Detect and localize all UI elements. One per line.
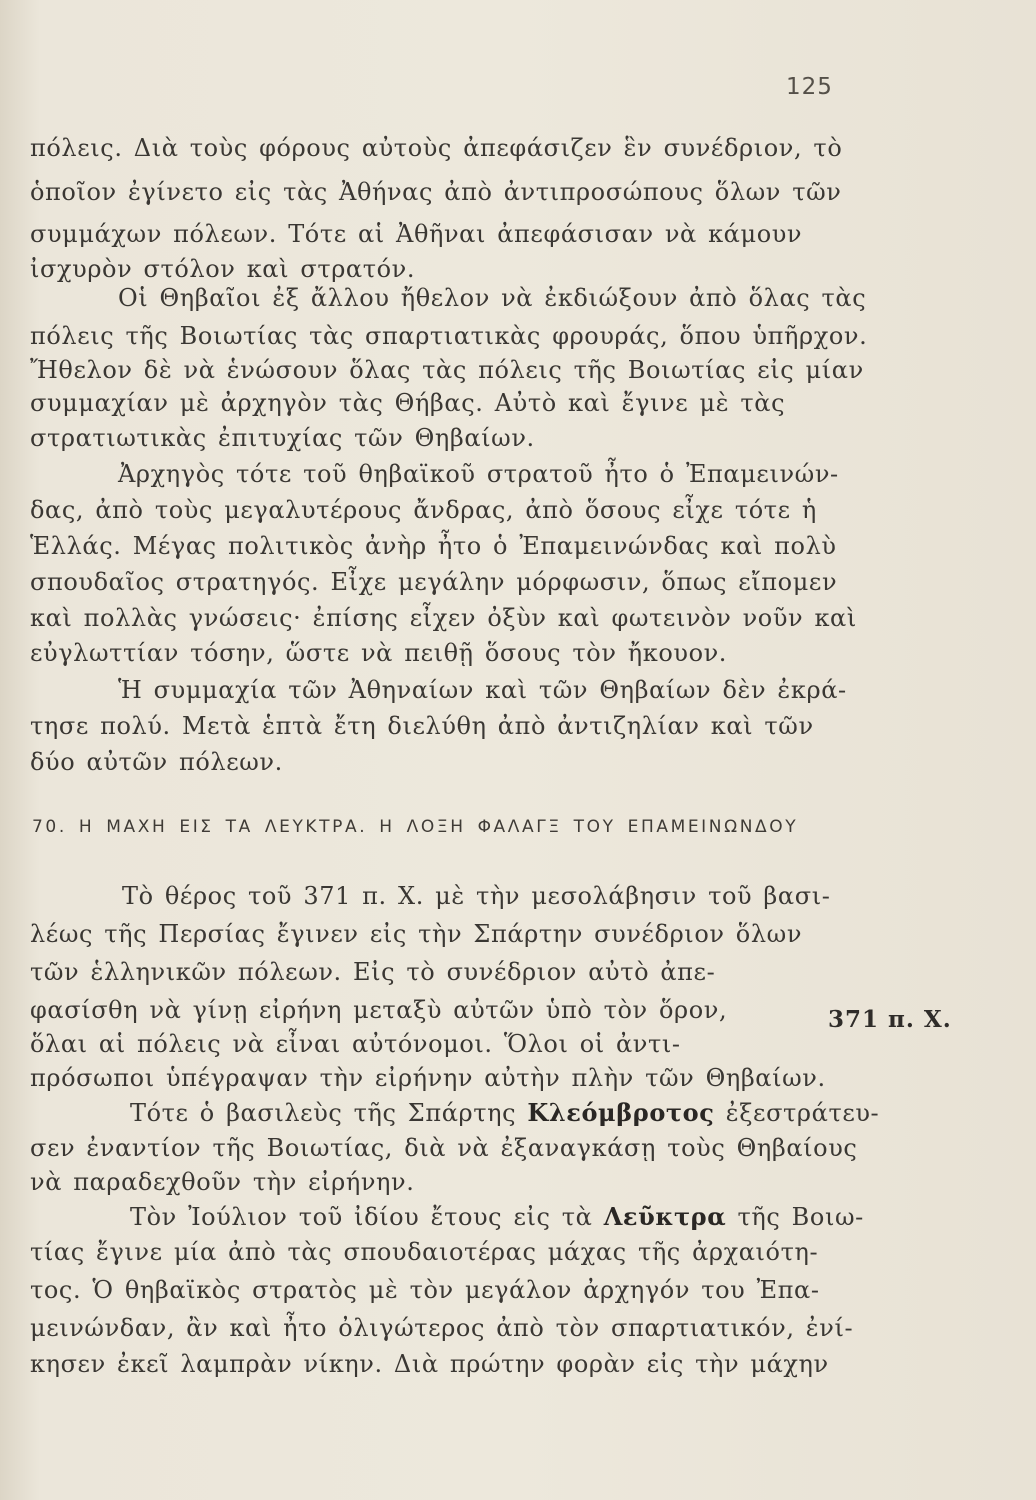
text-line: Ἑλλάς. Μέγας πολιτικὸς ἀνὴρ ἦτο ὁ Ἐπαμεινώνδας καὶ πολὺ <box>30 532 837 560</box>
text-line: συμμαχίαν μὲ ἀρχηγὸν τὰς Θήβας. Αὐτὸ καὶ ἔγινε μὲ τὰς <box>30 389 786 417</box>
text-line: τῶν ἑλληνικῶν πόλεων. Εἰς τὸ συνέδριον αὐτὸ ἀπε- <box>30 958 716 986</box>
text-line: εὐγλωττίαν τόσην, ὥστε νὰ πειθῇ ὅσους τὸν ἤκουον. <box>30 639 728 667</box>
text-line: τος. Ὁ θηβαϊκὸς στρατὸς μὲ τὸν μεγάλον ἀρχηγόν του Ἐπα- <box>30 1276 820 1304</box>
text-line: Ἡ συμμαχία τῶν Ἀθηναίων καὶ τῶν Θηβαίων δὲν ἐκρά- <box>118 676 847 704</box>
text-line: λέως τῆς Περσίας ἔγινεν εἰς τὴν Σπάρτην συνέδριον ὅλων <box>30 920 803 948</box>
text-line: νὰ παραδεχθοῦν τὴν εἰρήνην. <box>30 1168 415 1196</box>
page-number: 125 <box>786 74 833 100</box>
text-line: τίας ἔγινε μία ἀπὸ τὰς σπουδαιοτέρας μάχας τῆς ἀρχαιότη- <box>30 1238 819 1266</box>
text-line: σπουδαῖος στρατηγός. Εἶχε μεγάλην μόρφωσιν, ὅπως εἴπομεν <box>30 568 838 596</box>
text-line: πόλεις τῆς Βοιωτίας τὰς σπαρτιατικὰς φρουράς, ὅπου ὑπῆρχον. <box>30 322 868 350</box>
text-line: καὶ πολλὰς γνώσεις· ἐπίσης εἶχεν ὀξὺν καὶ φωτεινὸν νοῦν καὶ <box>30 604 857 632</box>
section-heading: 70. Η ΜΑΧΗ ΕΙΣ ΤΑ ΛΕΥΚΤΡΑ. Η ΛΟΞΗ ΦΑΛΑΓΞ ΤΟΥ ΕΠΑΜΕΙΝΩΝΔΟΥ <box>32 817 799 837</box>
bold-name: Κλεόμβροτος <box>527 1098 715 1127</box>
text-line: φασίσθη νὰ γίνῃ εἰρήνη μεταξὺ αὐτῶν ὑπὸ τὸν ὅρον, <box>30 996 728 1024</box>
text-line: κησεν ἐκεῖ λαμπρὰν νίκην. Διὰ πρώτην φορὰν εἰς τὴν μάχην <box>30 1350 829 1378</box>
text-span: Τότε ὁ βασιλεὺς τῆς Σπάρτης <box>130 1099 528 1127</box>
text-line <box>130 1202 864 1231</box>
text-line: ὁποῖον ἐγίνετο εἰς τὰς Ἀθήνας ἀπὸ ἀντιπροσώπους ὅλων τῶν <box>30 178 842 206</box>
text-line: σεν ἐναντίον τῆς Βοιωτίας, διὰ νὰ ἐξαναγκάσῃ τοὺς Θηβαίους <box>30 1134 858 1162</box>
text-line: Ἀρχηγὸς τότε τοῦ θηβαϊκοῦ στρατοῦ ἦτο ὁ Ἐπαμεινών- <box>118 460 839 488</box>
text-span: τῆς Βοιω- <box>726 1203 864 1231</box>
text-span: ἐξεστράτευ- <box>714 1099 880 1127</box>
text-line: Ἤθελον δὲ νὰ ἑνώσουν ὅλας τὰς πόλεις τῆς Βοιωτίας εἰς μίαν <box>30 356 864 384</box>
text-line: τησε πολύ. Μετὰ ἑπτὰ ἔτη διελύθη ἀπὸ ἀντιζηλίαν καὶ τῶν <box>30 712 814 740</box>
text-line: συμμάχων πόλεων. Τότε αἱ Ἀθῆναι ἀπεφάσισαν νὰ κάμουν <box>30 220 803 248</box>
text-line: στρατιωτικὰς ἐπιτυχίας τῶν Θηβαίων. <box>30 424 535 452</box>
text-line: μεινώνδαν, ἂν καὶ ἦτο ὀλιγώτερος ἀπὸ τὸν σπαρτιατικόν, ἐνί- <box>30 1314 854 1342</box>
text-line: Τὸ θέρος τοῦ 371 π. Χ. μὲ τὴν μεσολάβησιν τοῦ βασι- <box>122 882 831 910</box>
text-line: δας, ἀπὸ τοὺς μεγαλυτέρους ἄνδρας, ἀπὸ ὅσους εἶχε τότε ἡ <box>30 496 817 524</box>
text-line: πρόσωποι ὑπέγραψαν τὴν εἰρήνην αὐτὴν πλὴν τῶν Θηβαίων. <box>30 1064 826 1092</box>
text-line: πόλεις. Διὰ τοὺς φόρους αὐτοὺς ἀπεφάσιζεν ἓν συνέδριον, τὸ <box>30 134 843 162</box>
text-line <box>130 1098 879 1127</box>
text-line: ὅλαι αἱ πόλεις νὰ εἶναι αὐτόνομοι. Ὅλοι οἱ ἀντι- <box>30 1030 681 1058</box>
text-line: Οἱ Θηβαῖοι ἐξ ἄλλου ἤθελον νὰ ἐκδιώξουν ἀπὸ ὅλας τὰς <box>118 284 867 312</box>
text-line: ἰσχυρὸν στόλον καὶ στρατόν. <box>30 255 416 283</box>
margin-date-note: 371 π. Χ. <box>828 1006 952 1033</box>
bold-place-name: Λεῦκτρα <box>603 1202 727 1231</box>
text-line: δύο αὐτῶν πόλεων. <box>30 748 283 776</box>
text-span: Τὸν Ἰούλιον τοῦ ἰδίου ἔτους εἰς τὰ <box>130 1203 604 1231</box>
